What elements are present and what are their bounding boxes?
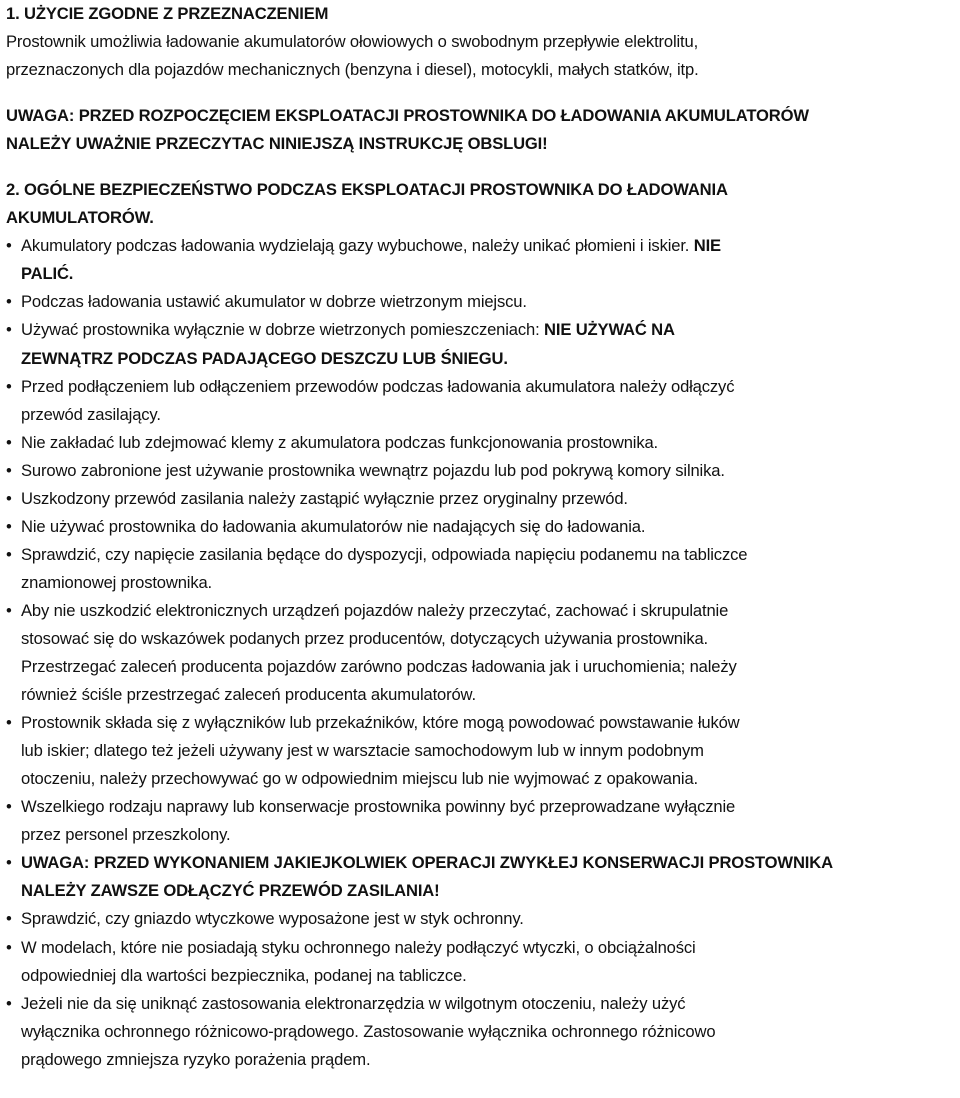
- bullet-continuation: również ściśle przestrzegać zaleceń producenta akumulatorów.: [21, 685, 476, 705]
- bullet-continuation: przewód zasilający.: [21, 404, 161, 424]
- warning-text: NALEŻY UWAŻNIE PRZECZYTAC NINIEJSZĄ INSTRUKCJĘ OBSLUGI!: [6, 134, 548, 154]
- bullet-bold-text: UWAGA: PRZED WYKONANIEM JAKIEJKOLWIEK OPERACJI ZWYKŁEJ KONSERWACJI PROSTOWNIKA: [21, 853, 833, 873]
- paragraph-line: Prostownik umożliwia ładowanie akumulatorów ołowiowych o swobodnym przepływie elektrolitu,: [6, 32, 699, 52]
- bullet-continuation: [6, 260, 958, 288]
- bullet-icon: •: [6, 544, 12, 564]
- bullet-item: [6, 316, 958, 344]
- warning-line: [6, 130, 958, 158]
- bullet-item: [6, 990, 958, 1018]
- bullet-continuation: stosować się do wskazówek podanych przez producentów, dotyczących używania prostownika.: [21, 628, 709, 648]
- bullet-item: [6, 905, 958, 933]
- bullet-bold-text: ZEWNĄTRZ PODCZAS PADAJĄCEGO DESZCZU LUB ŚNIEGU.: [21, 348, 508, 368]
- bullet-continuation: otoczeniu, należy przechowywać go w odpowiednim miejscu lub nie wyjmować z opakowania.: [21, 769, 699, 789]
- bullet-continuation: wyłącznika ochronnego różnicowo-prądowego. Zastosowanie wyłącznika ochronnego różnicowo: [21, 1021, 716, 1041]
- bullet-item: [6, 288, 958, 316]
- bullet-icon: •: [6, 320, 12, 340]
- bullet-item: [6, 541, 958, 569]
- bullet-icon: •: [6, 460, 12, 480]
- bullet-text: Prostownik składa się z wyłączników lub przekaźników, które mogą powodować powstawanie łuków: [21, 713, 740, 733]
- bullet-bold-text: PALIĆ.: [21, 264, 74, 284]
- section-1-heading: [6, 0, 958, 28]
- bullet-icon: •: [6, 292, 12, 312]
- bullet-icon: •: [6, 993, 12, 1013]
- bullet-text: Jeżeli nie da się uniknąć zastosowania elektronarzędzia w wilgotnym otoczeniu, należy użyć: [21, 993, 686, 1013]
- bullet-continuation: lub iskier; dlatego też jeżeli używany jest w warsztacie samochodowym lub w innym podobnym: [21, 741, 704, 761]
- bullet-icon: •: [6, 937, 12, 957]
- warning-text: UWAGA: PRZED ROZPOCZĘCIEM EKSPLOATACJI PROSTOWNIKA DO ŁADOWANIA AKUMULATORÓW: [6, 106, 809, 126]
- bullet-text: Surowo zabronione jest używanie prostownika wewnątrz pojazdu lub pod pokrywą komory silnika.: [21, 460, 725, 480]
- bullet-text: Akumulatory podczas ładowania wydzielają gazy wybuchowe, należy unikać płomieni i iskier.: [21, 236, 690, 256]
- heading-text: AKUMULATORÓW.: [6, 208, 154, 228]
- bullet-text: Używać prostownika wyłącznie w dobrze wietrzonych pomieszczeniach:: [21, 320, 540, 340]
- bullet-icon: •: [6, 797, 12, 817]
- warning-line: [6, 102, 958, 130]
- bullet-item: [6, 429, 958, 457]
- bullet-continuation: [6, 877, 958, 905]
- bullet-text: Nie zakładać lub zdejmować klemy z akumulatora podczas funkcjonowania prostownika.: [21, 432, 659, 452]
- bullet-item: [6, 373, 958, 401]
- bullet-icon: •: [6, 853, 12, 873]
- bullet-text: Sprawdzić, czy napięcie zasilania będące do dyspozycji, odpowiada napięciu podanemu na tabliczce: [21, 544, 748, 564]
- heading-text: 2. OGÓLNE BEZPIECZEŃSTWO PODCZAS EKSPLOATACJI PROSTOWNIKA DO ŁADOWANIA: [6, 180, 728, 200]
- section-2-heading-continued: [6, 204, 958, 232]
- bullet-icon: •: [6, 488, 12, 508]
- heading-text: 1. UŻYCIE ZGODNE Z PRZEZNACZENIEM: [6, 4, 329, 23]
- bullet-bold-text: NIE: [693, 236, 721, 256]
- bullet-continuation: Przestrzegać zaleceń producenta pojazdów zarówno podczas ładowania jak i uruchomienia; należy: [21, 657, 737, 677]
- bullet-text: W modelach, które nie posiadają styku ochronnego należy podłączyć wtyczki, o obciążalności: [21, 937, 696, 957]
- bullet-text: Sprawdzić, czy gniazdo wtyczkowe wyposażone jest w styk ochronny.: [21, 909, 524, 929]
- bullet-continuation: przez personel przeszkolony.: [21, 825, 231, 845]
- bullet-icon: •: [6, 432, 12, 452]
- bullet-text: Podczas ładowania ustawić akumulator w dobrze wietrzonym miejscu.: [21, 292, 527, 312]
- bullet-item: [6, 232, 958, 260]
- bullet-item: [6, 934, 958, 962]
- bullet-bold-text: NIE UŻYWAĆ NA: [544, 320, 675, 340]
- bullet-item: [6, 709, 958, 737]
- bullet-item: [6, 457, 958, 485]
- bullet-icon: •: [6, 376, 12, 396]
- bullet-text: Nie używać prostownika do ładowania akumulatorów nie nadających się do ładowania.: [21, 516, 646, 536]
- bullet-continuation: odpowiedniej dla wartości bezpiecznika, podanej na tabliczce.: [21, 965, 467, 985]
- bullet-icon: •: [6, 600, 12, 620]
- bullet-item: [6, 597, 958, 625]
- bullet-bold-text: NALEŻY ZAWSZE ODŁĄCZYĆ PRZEWÓD ZASILANIA!: [21, 881, 440, 901]
- bullet-icon: •: [6, 236, 12, 256]
- bullet-continuation: [6, 345, 958, 373]
- bullet-item: [6, 485, 958, 513]
- bullet-text: Aby nie uszkodzić elektronicznych urządzeń pojazdów należy przeczytać, zachować i skrupulatnie: [21, 600, 729, 620]
- bullet-text: Uszkodzony przewód zasilania należy zastąpić wyłącznie przez oryginalny przewód.: [21, 488, 628, 508]
- bullet-text: Wszelkiego rodzaju naprawy lub konserwacje prostownika powinny być przeprowadzane wyłącznie: [21, 797, 736, 817]
- section-2-heading: [6, 176, 958, 204]
- document-page: [6, 0, 958, 1074]
- bullet-continuation: znamionowej prostownika.: [21, 572, 213, 592]
- bullet-icon: •: [6, 713, 12, 733]
- bullet-item: [6, 793, 958, 821]
- bullet-item: [6, 849, 958, 877]
- bullet-icon: •: [6, 516, 12, 536]
- paragraph-line: przeznaczonych dla pojazdów mechanicznych (benzyna i diesel), motocykli, małych statków, itp.: [6, 60, 699, 80]
- bullet-text: Przed podłączeniem lub odłączeniem przewodów podczas ładowania akumulatora należy odłączyć: [21, 376, 735, 396]
- bullet-continuation: prądowego zmniejsza ryzyko porażenia prądem.: [21, 1049, 371, 1069]
- bullet-icon: •: [6, 909, 12, 929]
- bullet-item: [6, 513, 958, 541]
